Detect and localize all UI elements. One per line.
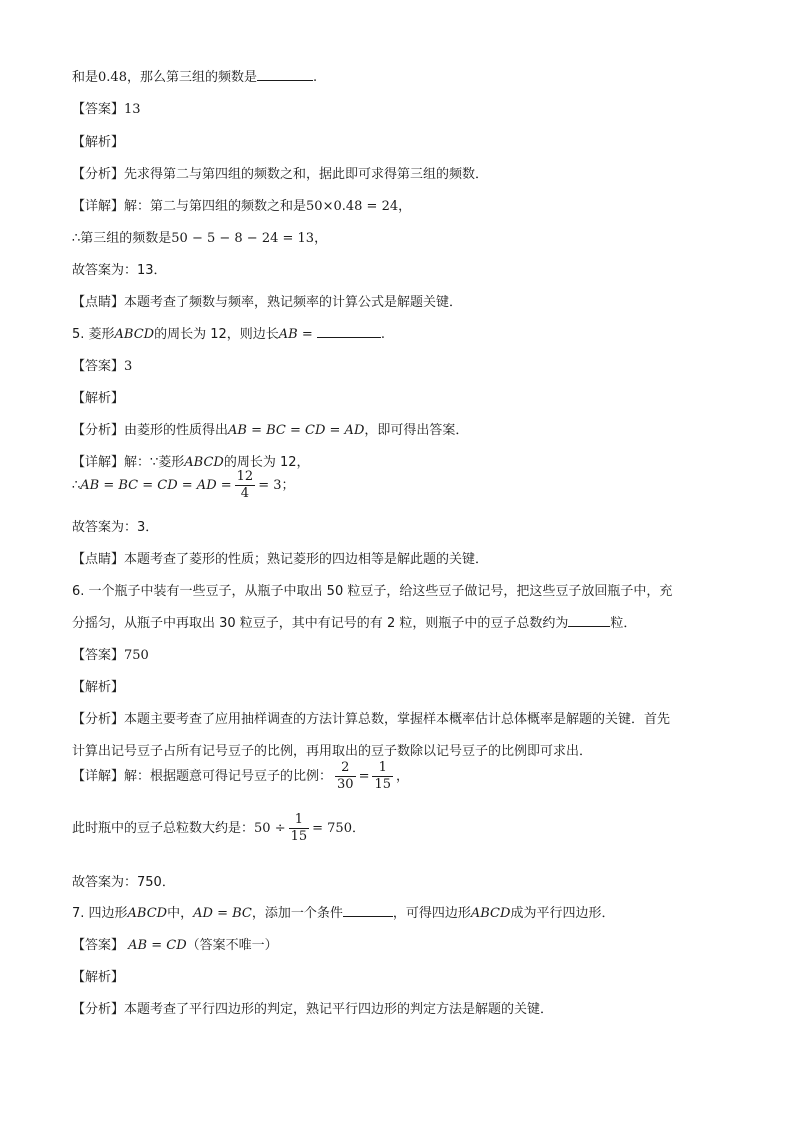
q5-step2: ∴AB = BC = CD = AD = $\frac{12}{4}$ = 3； xyxy=(72,469,295,501)
q5-stem: 5. 菱形ABCD的周长为 12，则边长AB = . xyxy=(72,323,385,342)
q5-analysis-tag: 【解析】 xyxy=(72,391,125,406)
fraction-1-over-15: $\frac{1}{15}$ xyxy=(290,812,308,844)
q4-comment: 【点睛】本题考查了频数与频率，熟记频率的计算公式是解题关键． xyxy=(72,295,463,310)
q4-step2: ∴第三组的频数是50 − 5 − 8 − 24 = 13， xyxy=(72,231,328,246)
q6-fenxi-line1: 【分析】本题主要考查了应用抽样调查的方法计算总数，掌握样本概率估计总体概率是解题的关键．首先 xyxy=(72,712,671,727)
q7-stem: 7. 四边形ABCD中，AD = BC，添加一个条件 ，可得四边形ABCD成为平行四边形． xyxy=(72,902,614,921)
q4-answer: 【答案】13 xyxy=(72,102,141,117)
fraction-2-over-30: $\frac{2}{30}$ xyxy=(337,760,354,792)
q6-stem-line2: 分摇匀，从瓶子中再取出 30 粒豆子，其中有记号的有 2 粒，则瓶子中的豆子总数约为 粒． xyxy=(72,612,636,631)
answer-blank xyxy=(343,903,393,917)
q6-step2: 此时瓶中的豆子总粒数大约是：50 ÷ $\frac{1}{15}$ = 750． xyxy=(72,812,365,844)
q6-stem-line1: 6. 一个瓶子中装有一些豆子，从瓶子中取出 50 粒豆子，给这些豆子做记号，把这些豆子放回瓶子中，充 xyxy=(72,584,673,599)
q5-comment: 【点睛】本题考查了菱形的性质；熟记菱形的四边相等是解此题的关键． xyxy=(72,552,489,567)
q4-analysis-tag: 【解析】 xyxy=(72,135,125,150)
q6-fenxi-line2: 计算出记号豆子占所有记号豆子的比例，再用取出的豆子数除以记号豆子的比例即可求出． xyxy=(72,744,593,759)
q5-answer: 【答案】3 xyxy=(72,359,133,374)
q5-detail: 【详解】解：∵菱形ABCD的周长为 12， xyxy=(72,455,310,470)
q5-final: 故答案为：3． xyxy=(72,520,159,535)
q6-analysis-tag: 【解析】 xyxy=(72,680,125,695)
q4-detail: 【详解】解：第二与第四组的频数之和是50×0.48 = 24， xyxy=(72,199,412,214)
answer-blank xyxy=(568,613,610,627)
q4-stem-line: 和是0.48，那么第三组的频数是 . xyxy=(72,66,317,85)
q6-final: 故答案为：750． xyxy=(72,875,175,890)
q5-fenxi: 【分析】由菱形的性质得出AB = BC = CD = AD，即可得出答案． xyxy=(72,423,469,438)
answer-blank xyxy=(257,67,313,81)
q4-fenxi: 【分析】先求得第二与第四组的频数之和，据此即可求得第三组的频数． xyxy=(72,167,489,182)
q6-answer: 【答案】750 xyxy=(72,648,149,663)
q7-analysis-tag: 【解析】 xyxy=(72,970,125,985)
fraction-1-over-15: $\frac{1}{15}$ xyxy=(374,760,392,792)
q4-final: 故答案为：13． xyxy=(72,263,167,278)
q6-detail: 【详解】解：根据题意可得记号豆子的比例： $\frac{2}{30}$ = $\frac{1}{15}$ ， xyxy=(72,760,410,792)
fraction-12-over-4: $\frac{12}{4}$ xyxy=(236,469,254,501)
answer-blank xyxy=(317,324,381,338)
q7-answer: 【答案】 AB = CD（答案不唯一） xyxy=(72,938,278,953)
q7-fenxi: 【分析】本题考查了平行四边形的判定，熟记平行四边形的判定方法是解题的关键． xyxy=(72,1002,554,1017)
